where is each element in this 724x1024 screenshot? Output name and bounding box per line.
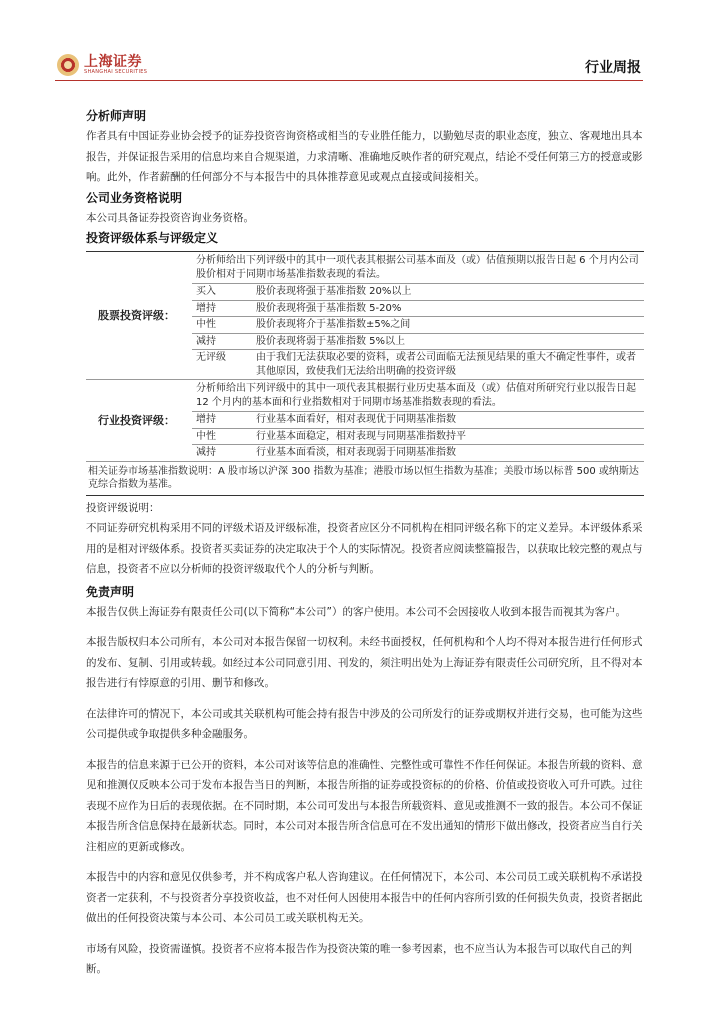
rating-table — [86, 251, 644, 496]
stock-rating-item — [192, 283, 644, 300]
industry-rating-item — [192, 411, 644, 428]
industry-rating-head: 行业投资评级： — [98, 413, 175, 427]
benchmark-note: 相关证券市场基准指数说明：A 股市场以沪深 300 指数为基准；港股市场以恒生指数为基准；美股市场以标普 500 或纳斯达克综合指数为基准。 — [86, 461, 644, 495]
stock-rating-item — [192, 349, 644, 379]
rating-definition: 股价表现将强于基准指数 20%以上 — [256, 286, 412, 297]
stock-rating-head: 股票投资评级： — [98, 308, 175, 322]
rating-explain-title: 投资评级说明： — [86, 501, 160, 514]
logo-name-cn: 上海证券 — [84, 54, 142, 70]
rating-definition: 行业基本面看淡，相对表现弱于同期基准指数 — [256, 447, 456, 458]
rating-label: 无评级 — [196, 352, 226, 363]
industry-rating-section — [86, 380, 644, 461]
header-divider — [55, 80, 643, 81]
rating-label: 增持 — [196, 302, 216, 314]
page-header — [55, 50, 643, 80]
rating-explain-text: 不同证券研究机构采用不同的评级术语及评级标准，投资者应区分不同机构在相同评级名称下的定义差异。本评级体系采用的是相对评级体系。投资者买卖证券的决定取决于个人的实际情况。投资者应阅读整篇报告，以获取比较完整的观点与信息，投资者不应以分析师的投资评级取代个人的分析与判断。 — [86, 522, 643, 575]
analyst-statement-text: 作者具有中国证券业协会授予的证券投资咨询资格或相当的专业胜任能力，以勤勉尽责的职业态度，独立、客观地出具本报告，并保证报告采用的信息均来自合规渠道，力求清晰、准确地反映作者的研究观点，结论不受任何第三方的授意或影响。此外，作者薪酬的任何部分不与本报告中的具体推荐意见或观点直接或间接相关。 — [86, 130, 643, 183]
qualification-text: 本公司具备证券投资咨询业务资格。 — [86, 211, 254, 224]
disclaimer-paragraph: 市场有风险，投资需谨慎。投资者不应将本报告作为投资决策的唯一参考因素，也不应当认为本报告可以取代自己的判断。 — [86, 942, 632, 975]
rating-definition: 股价表现将介于基准指数±5%之间 — [256, 319, 411, 330]
rating-label: 增持 — [196, 414, 216, 425]
stock-rating-item — [192, 333, 644, 350]
stock-rating-item — [192, 300, 644, 317]
industry-rating-desc: 分析师给出下列评级中的其中一项代表其根据行业历史基本面及（或）估值对所研究行业以报告日起 12 个月内的基本面和行业指数相对于同期市场基准指数表现的看法。 — [196, 383, 636, 408]
logo-name-en: SHANGHAI SECURITIES — [84, 69, 148, 75]
disclaimer-title: 免责声明 — [86, 584, 135, 599]
report-type: 行业周报 — [585, 60, 641, 76]
rating-label: 中性 — [196, 319, 216, 330]
rating-label: 中性 — [196, 430, 216, 442]
rating-system-title: 投资评级体系与评级定义 — [86, 231, 219, 245]
disclaimer-paragraph: 在法律许可的情况下，本公司或其关联机构可能会持有报告中涉及的公司所发行的证券或期权并进行交易，也可能为这些公司提供或争取提供多种金融服务。 — [86, 707, 643, 740]
industry-rating-item — [192, 428, 644, 445]
logo-emblem-icon — [57, 54, 79, 76]
analyst-statement-title: 分析师声明 — [86, 109, 147, 123]
disclaimer-paragraph: 本报告的信息来源于已公开的资料，本公司对该等信息的准确性、完整性或可靠性不作任何保证。本报告所载的资料、意见和推测仅反映本公司于发布本报告当日的判断，本报告所指的证券或投资标的的价格、价值或投资收入可升可跌。过往表现不应作为日后的表现依据。在不同时期，本公司可发出与本报告所载资料、意见或推测不一致的报告。本公司不保证本报告所含信息保持在最新状态。同时，本公司对本报告所含信息可在不发出通知的情形下做出修改，投资者应当自行关注相应的更新或修改。 — [86, 758, 643, 853]
qualification-title: 公司业务资格说明 — [86, 190, 183, 205]
stock-rating-desc: 分析师给出下列评级中的其中一项代表其根据公司基本面及（或）估值预期以报告日起 6 个月内公司股价相对于同期市场基准指数表现的看法。 — [196, 255, 639, 280]
rating-definition: 由于我们无法获取必要的资料，或者公司面临无法预见结果的重大不确定性事件，或者其他原因，致使我们无法给出明确的投资评级 — [256, 352, 636, 377]
stock-rating-item — [192, 316, 644, 333]
rating-definition: 股价表现将强于基准指数 5-20% — [256, 302, 402, 314]
rating-label: 减持 — [196, 335, 216, 347]
stock-rating-section — [86, 252, 644, 380]
company-logo — [57, 54, 147, 76]
disclaimer-paragraph: 本报告仅供上海证券有限责任公司(以下简称“本公司”）的客户使用。本公司不会因接收人收到本报告而视其为客户。 — [86, 605, 626, 618]
page-content — [86, 106, 644, 980]
industry-rating-item — [192, 444, 644, 461]
rating-definition: 股价表现将弱于基准指数 5%以上 — [256, 335, 406, 347]
rating-definition: 行业基本面稳定，相对表现与同期基准指数持平 — [256, 430, 466, 442]
rating-label: 买入 — [196, 286, 216, 297]
disclaimer-paragraph: 本报告版权归本公司所有，本公司对本报告保留一切权利。未经书面授权，任何机构和个人均不得对本报告进行任何形式的发布、复制、引用或转载。如经过本公司同意引用、刊发的，须注明出处为上海证券有限责任公司研究所，且不得对本报告进行有悖原意的引用、删节和修改。 — [86, 636, 643, 689]
rating-definition: 行业基本面看好，相对表现优于同期基准指数 — [256, 414, 456, 425]
disclaimer-paragraph: 本报告中的内容和意见仅供参考，并不构成客户私人咨询建议。在任何情况下，本公司、本公司员工或关联机构不承诺投资者一定获利，不与投资者分享投资收益，也不对任何人因使用本报告中的任何内容所引致的任何损失负责，投资者据此做出的任何投资决策与本公司、本公司员工或关联机构无关。 — [86, 871, 643, 924]
rating-label: 减持 — [196, 447, 216, 458]
